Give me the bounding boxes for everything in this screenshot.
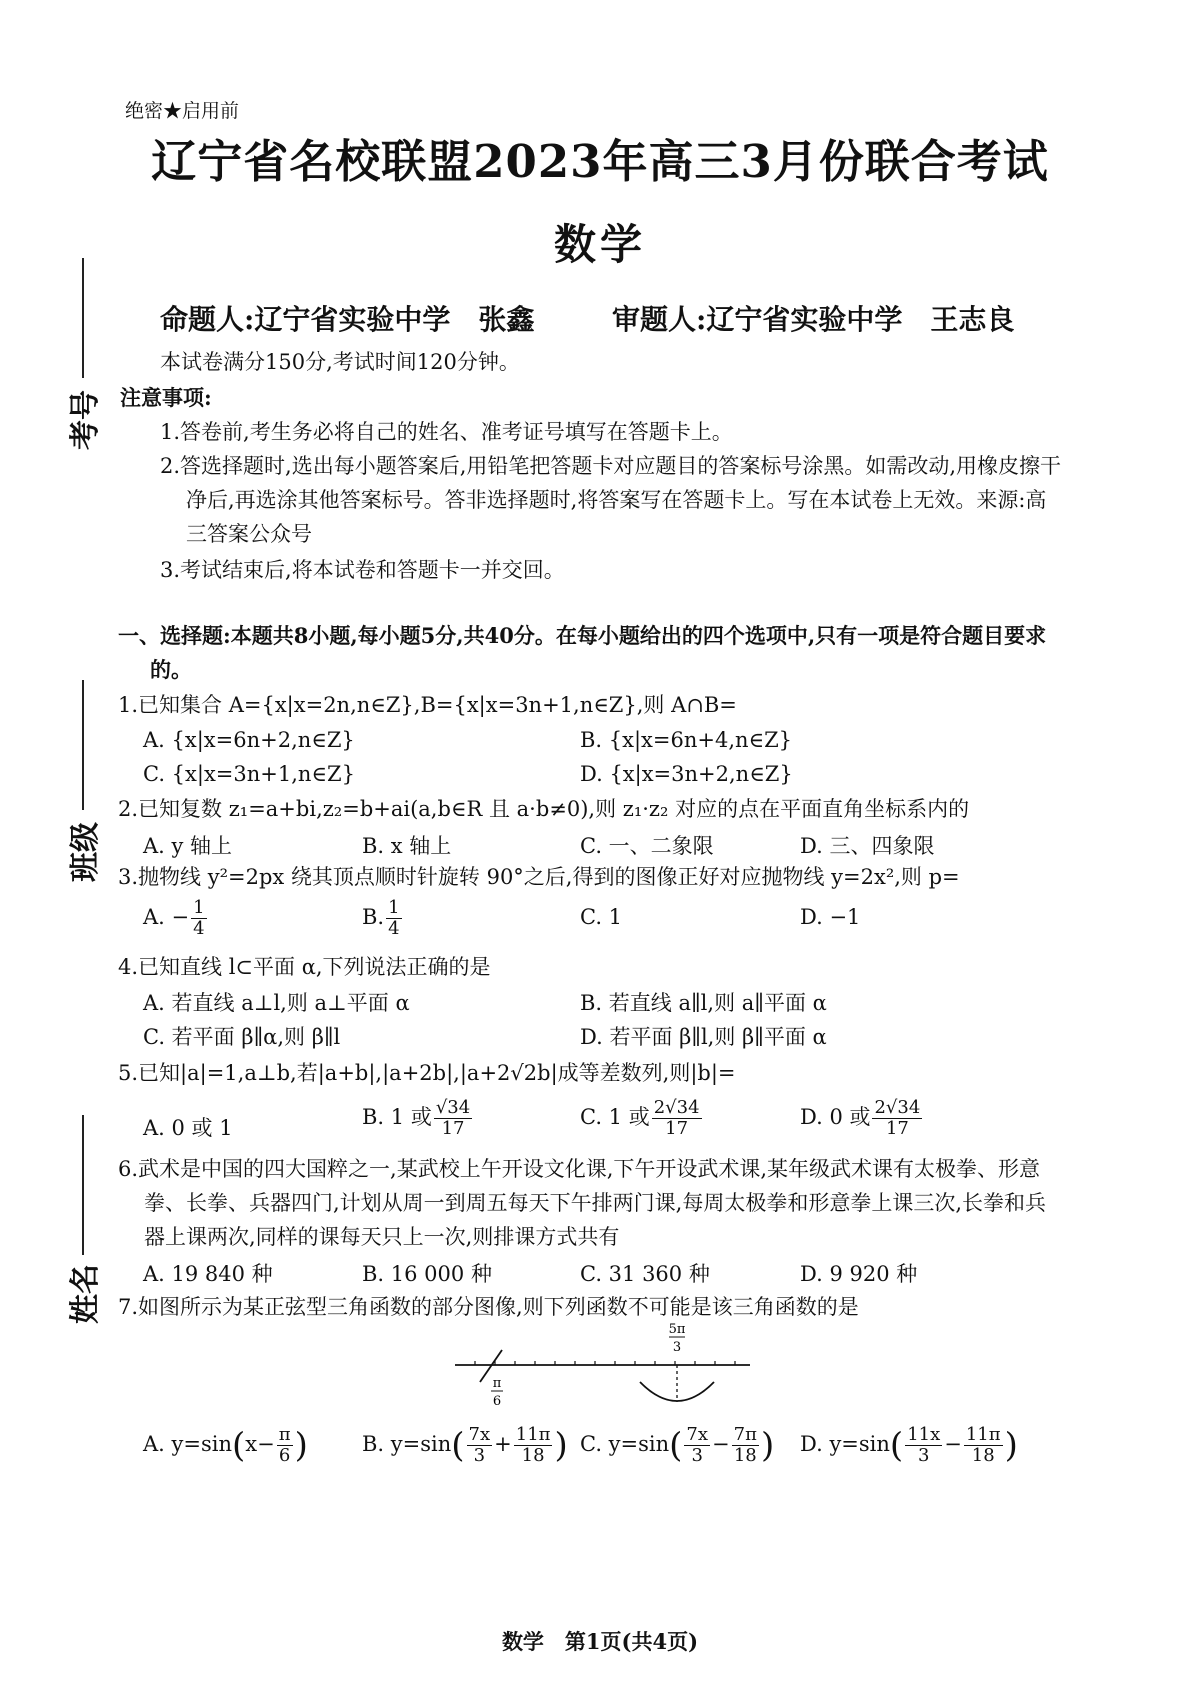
q5-c-den: 17 xyxy=(665,1118,689,1139)
q5-b-num: √34 xyxy=(435,1097,471,1118)
question-1-stem: 1.已知集合 A={x|x=2n,n∈Z},B={x|x=3n+1,n∈Z},则 A∩B= xyxy=(118,693,737,717)
q7-c-num2: 7π xyxy=(733,1424,757,1445)
q6-option-d: D. 9 920 种 xyxy=(800,1262,918,1286)
note-item: 1.答卷前,考生务必将自己的姓名、准考证号填写在答题卡上。 xyxy=(160,420,733,444)
q3-a-fraction xyxy=(191,898,206,939)
q7-d-operator: − xyxy=(944,1432,962,1456)
name-line xyxy=(82,1115,84,1255)
q7-c-prefix: C. y=sin xyxy=(580,1432,670,1456)
q4-option-c: C. 若平面 β∥α,则 β∥l xyxy=(143,1025,341,1049)
q7-b-fraction-1 xyxy=(467,1425,493,1466)
q7-b-operator: + xyxy=(494,1432,512,1456)
notes-heading: 注意事项: xyxy=(120,385,212,410)
exam-title: 辽宁省名校联盟2023年高三3月份联合考试 xyxy=(151,135,1049,188)
q7-c-fraction-1 xyxy=(684,1425,710,1466)
q1-option-a: A. {x|x=6n+2,n∈Z} xyxy=(143,728,355,752)
top-label-den: 3 xyxy=(672,1340,682,1355)
q3-b-num: 1 xyxy=(388,897,400,918)
subject-title: 数学 xyxy=(553,220,646,269)
bottom-label-den: 6 xyxy=(492,1394,502,1409)
intro-text: 本试卷满分150分,考试时间120分钟。 xyxy=(160,350,520,374)
q1-option-c: C. {x|x=3n+1,n∈Z} xyxy=(143,762,355,786)
q7-a-den: 6 xyxy=(278,1445,291,1466)
q7-b-num2: 11π xyxy=(515,1424,551,1445)
question-5-stem: 5.已知|a|=1,a⊥b,若|a+b|,|a+2b|,|a+2√2b|成等差数列,则|b|= xyxy=(118,1061,736,1085)
q4-option-a: A. 若直线 a⊥l,则 a⊥平面 α xyxy=(143,991,410,1015)
question-4-stem: 4.已知直线 l⊂平面 α,下列说法正确的是 xyxy=(118,955,491,979)
setter: 命题人:辽宁省实验中学 张鑫 xyxy=(160,303,535,336)
name-label: 姓名 xyxy=(68,1264,103,1324)
q7-c-num1: 7x xyxy=(686,1424,709,1445)
reviewer: 审题人:辽宁省实验中学 王志良 xyxy=(612,303,1015,336)
q7-d-fraction-1 xyxy=(905,1425,942,1466)
q7-option-c: C. y=sin( $\frac{7x}{3}$ − $\frac{7\pi}{18}$ ) xyxy=(580,1424,775,1466)
note-item: 2.答选择题时,选出每小题答案后,用铅笔把答题卡对应题目的答案标号涂黑。如需改动,用橡皮擦干净后,再选涂其他答案标号。答非选择题时,将答案写在答题卡上。写在本试卷上无效。来源:高三答案公众号 xyxy=(160,454,1062,546)
q6-option-b: B. 16 000 种 xyxy=(362,1262,492,1286)
q7-option-d: D. y=sin( $\frac{11x}{3}$ − $\frac{11\pi}{18}$ ) xyxy=(800,1424,1018,1466)
q5-option-d xyxy=(800,1098,924,1139)
q5-d-fraction xyxy=(872,1098,922,1139)
q7-b-den1: 3 xyxy=(473,1445,486,1466)
q5-c-fraction xyxy=(652,1098,702,1139)
q2-option-d: D. 三、四象限 xyxy=(800,834,935,858)
class-line xyxy=(82,680,84,810)
exam-no-label: 考号 xyxy=(68,390,103,450)
question-7-stem: 7.如图所示为某正弦型三角函数的部分图像,则下列函数不可能是该三角函数的是 xyxy=(118,1295,859,1319)
confidential-mark: 绝密★启用前 xyxy=(125,100,240,122)
top-label-num: 5π xyxy=(668,1322,686,1337)
class-label: 班级 xyxy=(68,822,103,882)
q7-c-den2: 18 xyxy=(733,1445,757,1466)
exam-no-line xyxy=(82,258,84,378)
q3-option-a xyxy=(143,898,209,939)
page-footer: 数学 第1页(共4页) xyxy=(501,1629,699,1654)
q3-a-prefix: A. − xyxy=(143,905,190,929)
sine-graph xyxy=(440,1320,770,1420)
q5-b-prefix: B. 1 或 xyxy=(362,1105,432,1129)
q5-option-b xyxy=(362,1098,474,1139)
q7-d-num1: 11x xyxy=(907,1424,941,1445)
bottom-label-num: π xyxy=(492,1376,502,1391)
q7-a-term: x− xyxy=(245,1432,275,1456)
q7-d-num2: 11π xyxy=(965,1424,1001,1445)
q5-option-a: A. 0 或 1 xyxy=(143,1116,233,1140)
q3-b-prefix: B. xyxy=(362,905,385,929)
q3-b-fraction xyxy=(386,898,401,939)
q7-a-prefix: A. y=sin xyxy=(143,1432,232,1456)
q7-b-fraction-2 xyxy=(514,1425,553,1466)
q6-option-a: A. 19 840 种 xyxy=(143,1262,273,1286)
q5-c-prefix: C. 1 或 xyxy=(580,1105,650,1129)
q3-option-b xyxy=(362,898,404,939)
q5-d-num: 2√34 xyxy=(874,1097,921,1118)
q5-option-c xyxy=(580,1098,704,1139)
q7-b-den2: 18 xyxy=(521,1445,545,1466)
q4-option-b: B. 若直线 a∥l,则 a∥平面 α xyxy=(580,991,827,1015)
q7-c-operator: − xyxy=(712,1432,730,1456)
q7-d-fraction-2 xyxy=(964,1425,1003,1466)
q7-d-den1: 3 xyxy=(917,1445,930,1466)
q1-option-b: B. {x|x=6n+4,n∈Z} xyxy=(580,728,793,752)
question-3-stem: 3.抛物线 y²=2px 绕其顶点顺时针旋转 90°之后,得到的图像正好对应抛物线 y=2x²,则 p= xyxy=(118,865,960,889)
q7-option-a: A. y=sin(x− $\frac{\pi}{6}$ ) xyxy=(143,1424,308,1466)
q5-b-fraction xyxy=(434,1098,472,1139)
q7-option-b: B. y=sin( $\frac{7x}{3}$ + $\frac{11\pi}{18}$ ) xyxy=(362,1424,568,1466)
q1-option-d: D. {x|x=3n+2,n∈Z} xyxy=(580,762,793,786)
q5-c-num: 2√34 xyxy=(653,1097,700,1118)
q3-b-den: 4 xyxy=(388,918,400,939)
q3-a-num: 1 xyxy=(193,897,205,918)
question-6-stem: 6.武术是中国的四大国粹之一,某武校上午开设文化课,下午开设武术课,某年级武术课有太极拳、形意拳、长拳、兵器四门,计划从周一到周五每天下午排两门课,每周太极拳和形意拳上课三次,长拳和兵器上课两次,同样的课每天只上一次,则排课方式共有 xyxy=(118,1157,1047,1249)
q5-d-prefix: D. 0 或 xyxy=(800,1105,871,1129)
q4-option-d: D. 若平面 β∥l,则 β∥平面 α xyxy=(580,1025,827,1049)
q3-option-c: C. 1 xyxy=(580,905,623,929)
q2-option-b: B. x 轴上 xyxy=(362,834,452,858)
q7-c-den1: 3 xyxy=(691,1445,703,1466)
q5-b-den: 17 xyxy=(441,1118,465,1139)
q6-option-c: C. 31 360 种 xyxy=(580,1262,710,1286)
q7-b-prefix: B. y=sin xyxy=(362,1432,452,1456)
q3-a-den: 4 xyxy=(193,918,205,939)
q7-d-den2: 18 xyxy=(971,1445,995,1466)
q2-option-a: A. y 轴上 xyxy=(143,834,233,858)
question-2-stem: 2.已知复数 z₁=a+bi,z₂=b+ai(a,b∈R 且 a·b≠0),则 z₁·z₂ 对应的点在平面直角坐标系内的 xyxy=(118,797,970,821)
q7-b-num1: 7x xyxy=(468,1424,491,1445)
note-item: 3.考试结束后,将本试卷和答题卡一并交回。 xyxy=(160,558,565,582)
q2-option-c: C. 一、二象限 xyxy=(580,834,714,858)
q7-a-fraction xyxy=(277,1425,293,1466)
q7-a-num: π xyxy=(278,1424,291,1445)
q7-d-prefix: D. y=sin xyxy=(800,1432,890,1456)
q3-option-d: D. −1 xyxy=(800,905,861,929)
q7-c-fraction-2 xyxy=(732,1425,759,1466)
section-heading: 一、选择题:本题共8小题,每小题5分,共40分。在每小题给出的四个选项中,只有一项是符合题目要求的。 xyxy=(118,623,1047,682)
q5-d-den: 17 xyxy=(885,1118,909,1139)
